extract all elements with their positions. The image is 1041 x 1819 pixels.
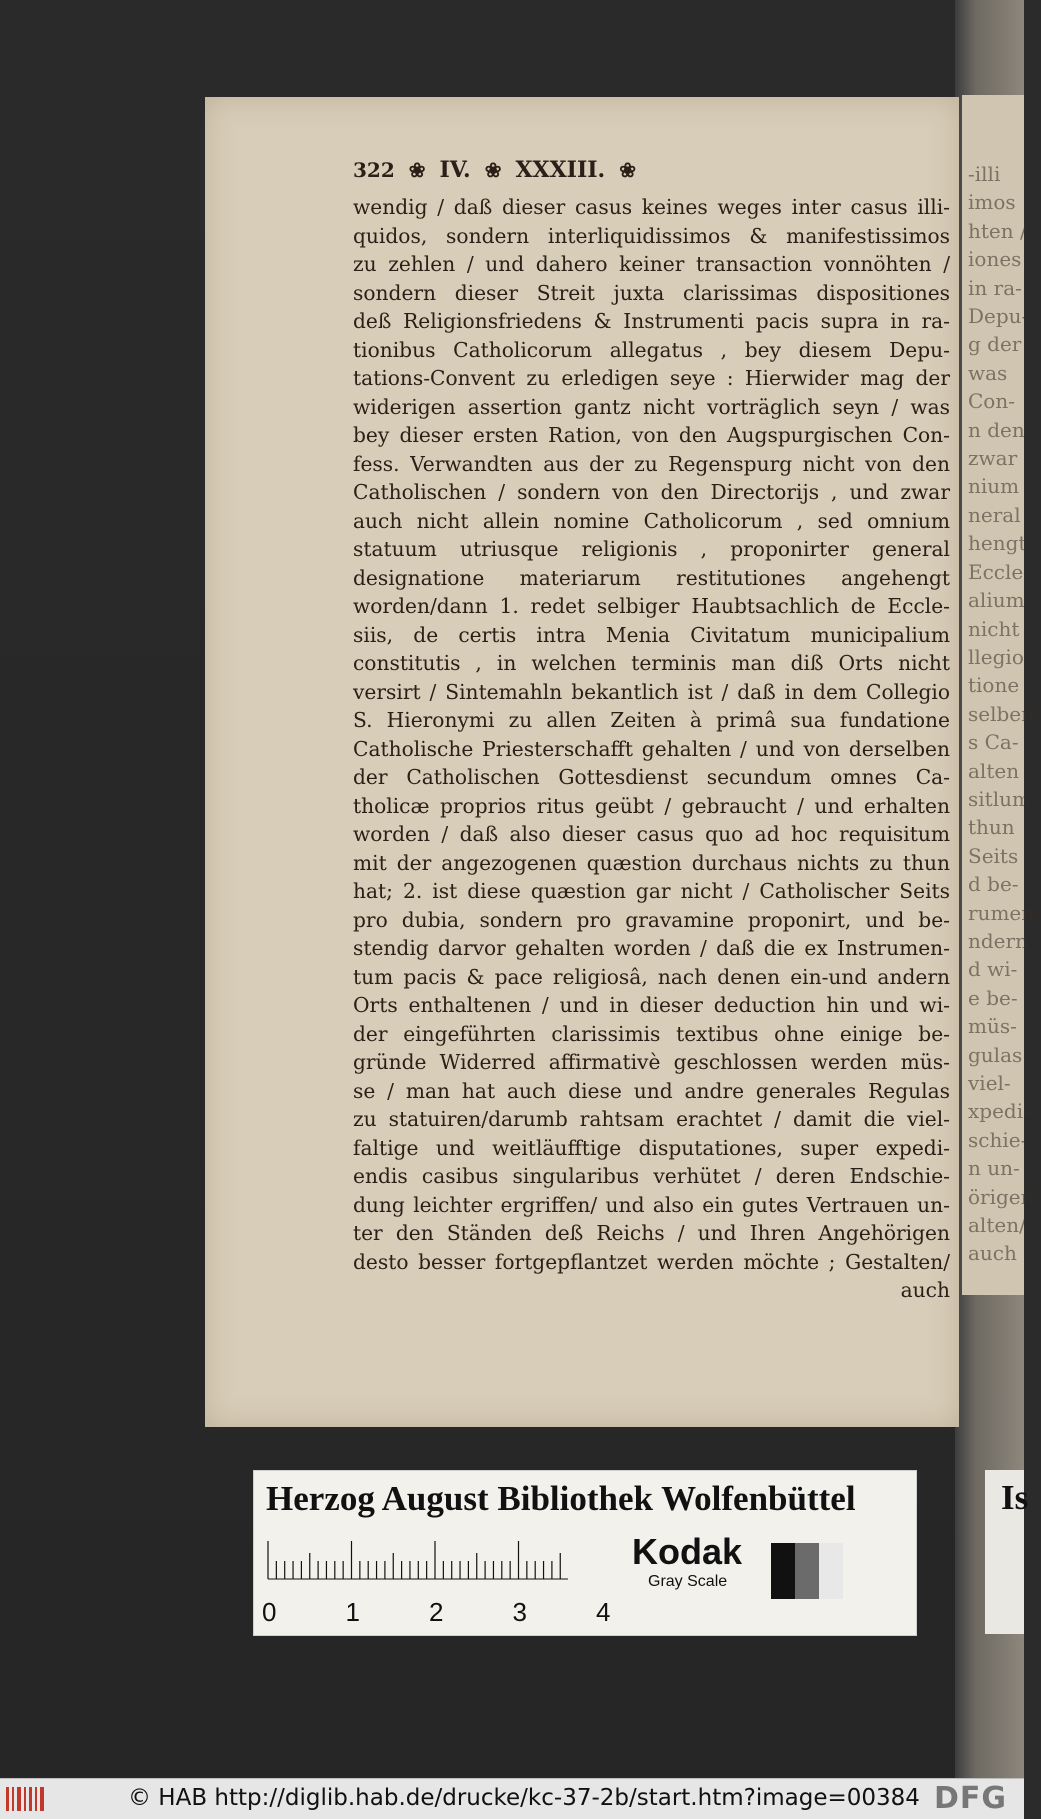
facing-text-fragment: rumen- <box>968 900 1041 925</box>
library-name: Herzog August Bibliothek Wolfenbüttel <box>266 1479 856 1518</box>
text-line: se / man hat auch diese und andre generales Regulas <box>353 1078 950 1103</box>
color-calibration-card <box>253 1470 917 1636</box>
text-line: Catholische Priesterschafft gehalten / und von derselben <box>353 736 950 761</box>
text-line: bey dieser ersten Ration, von den Augspurgischen Con- <box>353 423 950 447</box>
text-line: constitutis , in welchen terminis man diß Orts nicht <box>353 651 950 675</box>
facing-text-fragment: alten <box>968 758 1020 783</box>
text-line: desto besser fortgepflantzet werden möchte ; Gestalten/ <box>353 1249 950 1274</box>
facing-text-fragment: Seits <box>968 843 1019 868</box>
facing-page-text <box>968 160 1041 1268</box>
text-line: gründe Widerred affirmativè geschlossen werden müs- <box>353 1050 950 1074</box>
facing-text-fragment: alten/ <box>968 1213 1026 1238</box>
dfg-logo: DFG <box>934 1781 1008 1816</box>
barcode-icon <box>6 1787 46 1811</box>
text-line: worden/dann 1. redet selbiger Haubtsachlich de Eccle- <box>353 594 950 618</box>
gray-swatch <box>819 1543 843 1599</box>
facing-text-fragment: gulas <box>968 1042 1023 1067</box>
ruler-number: 4 <box>596 1597 611 1627</box>
gray-swatch <box>795 1543 819 1599</box>
text-line: tum pacis & pace religiosâ, nach denen ein-und andern <box>353 964 950 989</box>
text-line: statuum utriusque religionis , proponirter general <box>353 537 950 561</box>
text-line: Orts enthaltenen / und in dieser deduction hin und wi- <box>353 993 950 1017</box>
text-line: siis, de certis intra Menia Civitatum municipalium <box>353 622 950 647</box>
facing-text-fragment: llegio <box>968 644 1024 669</box>
facing-text-fragment: e be- <box>968 985 1018 1010</box>
text-line: sondern dieser Streit juxta clarissimas dispositiones <box>353 280 950 305</box>
header-ornament-icon: ❀ <box>484 158 502 182</box>
text-line: quidos, sondern interliquidissimos & manifestissimos <box>353 223 950 248</box>
text-line: endis casibus singularibus verhütet / deren Endschie- <box>353 1164 950 1188</box>
text-line: auch nicht allein nomine Catholicorum , sed omnium <box>353 508 950 533</box>
facing-text-fragment: n un- <box>968 1156 1020 1181</box>
text-line: Catholischen / sondern von den Directorijs , und zwar <box>353 480 950 504</box>
text-line: zu statuiren/darumb rahtsam erachtet / damit die viel- <box>353 1107 950 1131</box>
ruler-number: 0 <box>262 1597 277 1627</box>
text-line: S. Hieronymi zu allen Zeiten à primâ sua fundatione <box>353 708 950 732</box>
facing-text-fragment: in ra- <box>968 275 1022 300</box>
adjacent-card-fragment: Is <box>1001 1478 1029 1517</box>
facing-text-fragment: g der <box>968 332 1022 357</box>
facing-text-fragment: müs- <box>968 1014 1017 1039</box>
text-line: widerigen assertion gantz nicht vorträglich seyn / was <box>353 394 950 419</box>
text-line: dung leichter ergriffen/ und also ein gutes Vertrauen un- <box>353 1192 950 1217</box>
facing-text-fragment: Depu- <box>968 304 1029 329</box>
gray-scale-label: Gray Scale <box>648 1573 728 1590</box>
text-line: designatione materiarum restitutiones angehengt <box>353 565 950 590</box>
facing-text-fragment: -illi <box>968 162 1001 186</box>
facing-text-fragment: sitlum <box>968 786 1031 811</box>
facing-text-fragment: s Ca- <box>968 730 1019 755</box>
facing-text-fragment: Eccle- <box>968 559 1030 584</box>
text-line: mit der angezogenen quæstion durchaus nichts zu thun <box>353 850 950 875</box>
page-text-block <box>353 157 950 1387</box>
page-number: 322 <box>353 158 395 182</box>
facing-text-fragment: n den <box>968 417 1025 442</box>
facing-text-fragment: thun <box>968 815 1015 840</box>
text-line: deß Religionsfriedens & Instrumenti pacis supra in ra- <box>353 309 950 333</box>
text-line: tations-Convent zu erledigen seye : Hierwider mag der <box>353 366 950 390</box>
facing-text-fragment: was <box>968 360 1008 385</box>
facing-text-fragment: zwar <box>968 446 1018 471</box>
facing-text-fragment: d wi- <box>968 957 1018 982</box>
ruler-number: 2 <box>429 1597 444 1627</box>
text-line: tholicæ proprios ritus geübt / gebraucht / und erhalten <box>353 793 950 818</box>
facing-text-fragment: selben <box>968 701 1035 726</box>
text-line: zu zehlen / und dahero keiner transaction vonnöhten / <box>353 252 950 276</box>
facing-text-fragment: schie- <box>968 1127 1028 1152</box>
text-line: stendig darvor gehalten worden / daß die ex Instrumen- <box>353 936 950 960</box>
ruler-number: 3 <box>512 1597 527 1627</box>
header-ornament-icon: ❀ <box>619 158 636 182</box>
kodak-logo: Kodak <box>632 1531 743 1572</box>
facing-text-fragment: xpedi- <box>968 1099 1030 1124</box>
text-line: pro dubia, sondern pro gravamine proponirt, und be- <box>353 907 950 932</box>
facing-text-fragment: Con- <box>968 389 1015 414</box>
text-line: ter den Ständen deß Reichs / und Ihren Angehörigen <box>353 1221 950 1245</box>
facing-text-fragment: hten / <box>968 218 1027 243</box>
facing-text-fragment: ndern <box>968 928 1028 953</box>
header-section: IV. <box>439 157 471 183</box>
ruler-number: 1 <box>345 1597 360 1627</box>
facing-text-fragment: iones <box>968 247 1022 272</box>
facing-text-fragment: tione <box>968 673 1020 698</box>
facing-text-fragment: hengt <box>968 531 1027 556</box>
facing-text-fragment: d be- <box>968 872 1019 897</box>
running-header <box>353 157 950 191</box>
text-line: wendig / daß dieser casus keines weges inter casus illi- <box>353 195 950 219</box>
text-line: auch <box>900 1278 950 1302</box>
facing-text-fragment: nium <box>968 474 1020 499</box>
facing-text-fragment: neral <box>968 502 1021 527</box>
body-text <box>353 193 950 1305</box>
facing-text-fragment: örigen <box>968 1184 1034 1209</box>
facing-text-fragment: viel- <box>968 1071 1011 1095</box>
ruler-scale <box>268 1541 568 1581</box>
text-line: hat; 2. ist diese quæstion gar nicht / Catholischer Seits <box>353 879 950 903</box>
adjacent-color-card <box>985 1470 1029 1634</box>
text-line: tionibus Catholicorum allegatus , bey diesem Depu- <box>353 337 950 362</box>
text-line: worden / daß also dieser casus quo ad hoc requisitum <box>353 822 950 846</box>
copyright-url[interactable]: © HAB http://diglib.hab.de/drucke/kc-37-2b/start.htm?image=00384 <box>128 1785 920 1811</box>
text-line: faltige und weitläufftige disputationes, super expedi- <box>353 1135 950 1160</box>
text-line: der eingeführten clarissimis textibus ohne einige be- <box>353 1021 950 1046</box>
header-ornament-icon: ❀ <box>408 158 426 182</box>
viewer-footer <box>0 1778 1024 1819</box>
text-line: der Catholischen Gottesdienst secundum omnes Ca- <box>353 765 950 789</box>
text-line: versirt / Sintemahln bekantlich ist / daß in dem Collegio <box>353 679 950 704</box>
facing-text-fragment: alium <box>968 588 1025 613</box>
facing-text-fragment: auch <box>968 1241 1017 1266</box>
book-page <box>205 97 959 1427</box>
gray-swatch <box>771 1543 795 1599</box>
header-roman-numeral: XXXIII. <box>515 157 606 183</box>
text-line: fess. Verwandten aus der zu Regenspurg nicht von den <box>353 451 950 476</box>
facing-text-fragment: nicht <box>968 616 1020 641</box>
ruler-numbers <box>262 1597 611 1631</box>
facing-text-fragment: imos <box>968 190 1016 215</box>
